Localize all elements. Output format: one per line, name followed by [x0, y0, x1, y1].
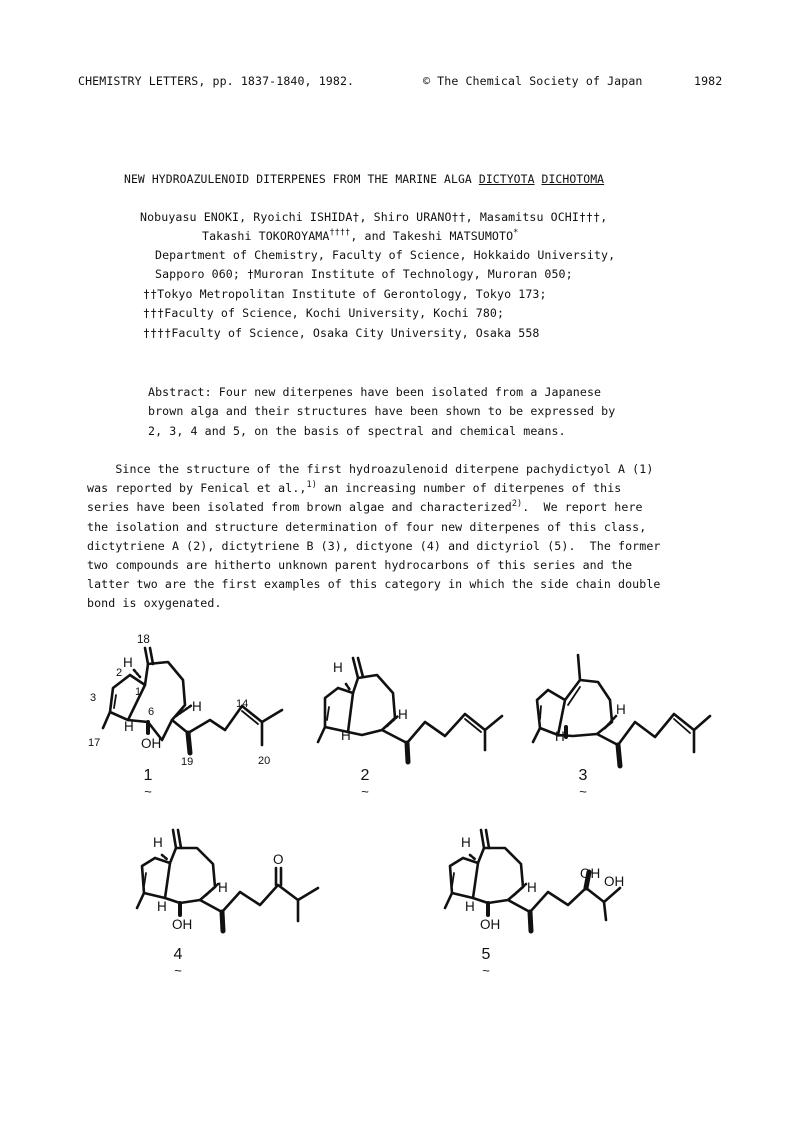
citation-ref: 2): [511, 499, 523, 510]
hydroxyl-label: OH: [172, 917, 193, 932]
hydrogen-label: H: [218, 880, 228, 895]
author-list: [140, 208, 607, 246]
abstract: [148, 383, 615, 441]
author-mark: ††††: [329, 228, 351, 239]
body-line: latter two are the first examples of this category in which the side chain double: [87, 577, 661, 592]
citation-ref: 1): [306, 480, 317, 491]
body-line: bond is oxygenated.: [87, 596, 222, 611]
abstract-line: brown alga and their structures have been shown to be expressed by: [148, 404, 616, 419]
compound-label-3: 3: [578, 767, 588, 784]
tilde-icon: ~: [579, 784, 587, 799]
author-line-2: [140, 227, 607, 246]
affiliation-line: †††Faculty of Science, Kochi University, Kochi 780;: [143, 306, 505, 321]
compound-label-4: 4: [173, 946, 183, 963]
atom-number-6: 6: [148, 706, 155, 718]
hydrogen-label: H: [398, 707, 408, 722]
title-genus: DICTYOTA: [478, 172, 535, 186]
atom-number-14: 14: [236, 698, 249, 710]
hydrogen-label: H: [527, 880, 537, 895]
tilde-icon: ~: [361, 784, 369, 799]
body-text: . We report here: [522, 500, 643, 515]
author-matsumoto: , and Takeshi MATSUMOTO: [350, 229, 514, 244]
affiliation-line: Sapporo 060; †Muroran Institute of Technology, Muroran 050;: [155, 267, 573, 282]
hydrogen-label: H: [333, 660, 343, 675]
hydrogen-label: H: [461, 835, 471, 850]
affiliation-line: ††Tokyo Metropolitan Institute of Gerontology, Tokyo 173;: [143, 286, 547, 301]
affiliation-line: Department of Chemistry, Faculty of Science, Hokkaido University,: [155, 248, 616, 262]
compound-label-1: 1: [143, 767, 153, 784]
hydrogen-label: H: [123, 655, 133, 670]
body-text: an increasing number of diterpenes of this: [316, 481, 622, 496]
tilde-icon: ~: [174, 963, 182, 978]
abstract-line: 2, 3, 4 and 5, on the basis of spectral and chemical means.: [148, 423, 566, 438]
hydrogen-label: H: [555, 729, 565, 744]
hydroxyl-label: OH: [604, 874, 625, 889]
author-line-1: Nobuyasu ENOKI, Ryoichi ISHIDA†, Shiro URANO††, Masamitsu OCHI†††,: [140, 210, 608, 224]
structure-figure: [0, 620, 793, 1000]
tilde-icon: ~: [144, 784, 152, 799]
affiliations: [143, 246, 616, 343]
atom-number-3: 3: [90, 692, 97, 704]
atom-number-20: 20: [258, 755, 271, 767]
title-main: NEW HYDROAZULENOID DITERPENES FROM THE MARINE ALGA: [124, 172, 472, 186]
body-line: Since the structure of the first hydroazulenoid diterpene pachydictyol A (1): [87, 462, 654, 476]
body-text: was reported by Fenical et al.,: [87, 481, 307, 496]
paper-title: [124, 172, 604, 186]
tilde-icon: ~: [482, 963, 490, 978]
compound-label-2: 2: [360, 767, 370, 784]
hydroxyl-label: OH: [141, 736, 162, 751]
hydrogen-label: H: [157, 899, 167, 914]
corresponding-mark: *: [513, 228, 519, 239]
body-line: [87, 498, 660, 517]
atom-number-18: 18: [137, 634, 150, 646]
atom-number-19: 19: [181, 756, 194, 768]
hydrogen-label: H: [153, 835, 163, 850]
atom-number-17: 17: [88, 737, 101, 749]
compound-label-5: 5: [481, 946, 491, 963]
body-line: the isolation and structure determination of four new diterpenes of this class,: [87, 519, 647, 534]
body-line: [87, 479, 660, 498]
body-paragraph: [87, 460, 660, 614]
abstract-line: Abstract: Four new diterpenes have been isolated from a Japanese: [148, 385, 602, 399]
hydrogen-label: H: [465, 899, 475, 914]
hydrogen-label: H: [124, 719, 134, 734]
hydroxyl-label: OH: [580, 866, 601, 881]
atom-number-1: 1: [135, 686, 142, 698]
affiliation-line: ††††Faculty of Science, Osaka City University, Osaka 558: [143, 325, 540, 340]
compound-2-structure: [318, 658, 502, 762]
copyright-notice: © The Chemical Society of Japan: [423, 74, 643, 88]
hydrogen-label: H: [341, 728, 351, 743]
title-species: DICHOTOMA: [541, 172, 605, 186]
oxygen-label: O: [273, 852, 284, 867]
body-text: series have been isolated from brown algae and characterized: [87, 500, 512, 515]
journal-citation: CHEMISTRY LETTERS, pp. 1837-1840, 1982.: [78, 74, 355, 88]
hydrogen-label: H: [616, 702, 626, 717]
header-year: 1982: [694, 74, 723, 88]
author-tokoroyama: Takashi TOKOROYAMA: [202, 229, 330, 244]
hydroxyl-label: OH: [480, 917, 501, 932]
body-line: dictytriene A (2), dictytriene B (3), dictyone (4) and dictyriol (5). The former: [87, 538, 661, 553]
hydrogen-label: H: [192, 699, 202, 714]
body-line: two compounds are hitherto unknown parent hydrocarbons of this series and the: [87, 558, 633, 573]
atom-number-2: 2: [116, 667, 123, 679]
